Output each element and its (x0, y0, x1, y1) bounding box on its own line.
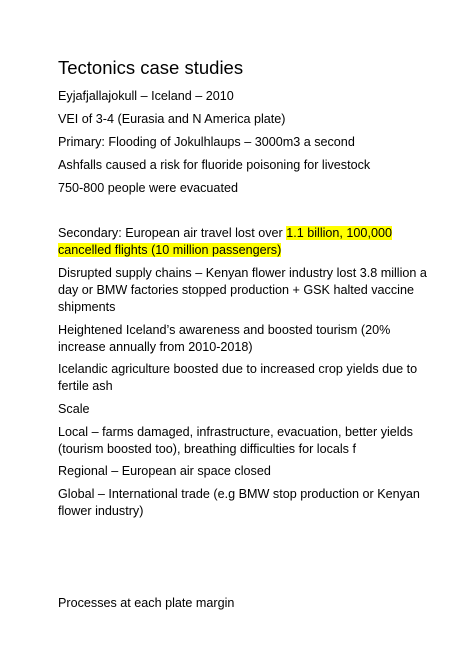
primary-impact-line: Primary: Flooding of Jokulhlaups – 3000m3 a second (58, 135, 355, 149)
agriculture-paragraph: Icelandic agriculture boosted due to increased crop yields due to fertile ash (58, 362, 418, 393)
vei-line: VEI of 3-4 (Eurasia and N America plate) (58, 112, 286, 126)
highlighted-cancelled-flights: cancelled flights (10 million passengers) (58, 243, 282, 257)
ashfall-line: Ashfalls caused a risk for fluoride poisoning for livestock (58, 158, 371, 172)
regional-scale-line: Regional – European air space closed (58, 464, 271, 478)
event-line: Eyjafjallajokull – Iceland – 2010 (58, 89, 234, 103)
scale-heading: Scale (58, 402, 90, 416)
supply-chain-paragraph: Disrupted supply chains – Kenyan flower industry lost 3.8 million a day or BMW factories stopped production + GSK halted vaccine shipments (58, 266, 427, 314)
global-scale-paragraph: Global – International trade (e.g BMW stop production or Kenyan flower industry) (58, 487, 420, 518)
highlighted-figures: 1.1 billion, 100,000 (286, 226, 392, 240)
local-scale-paragraph: Local – farms damaged, infrastructure, evacuation, better yields (tourism boosted too), breathing difficulties for locals f (58, 425, 413, 456)
processes-heading: Processes at each plate margin (58, 596, 235, 610)
tourism-paragraph: Heightened Iceland’s awareness and boosted tourism (20% increase annually from 2010-2018) (58, 323, 391, 354)
document-title: Tectonics case studies (58, 57, 244, 78)
secondary-impact-paragraph (58, 225, 428, 259)
evacuation-line: 750-800 people were evacuated (58, 181, 238, 195)
secondary-prefix: Secondary: European air travel lost over (58, 226, 287, 240)
